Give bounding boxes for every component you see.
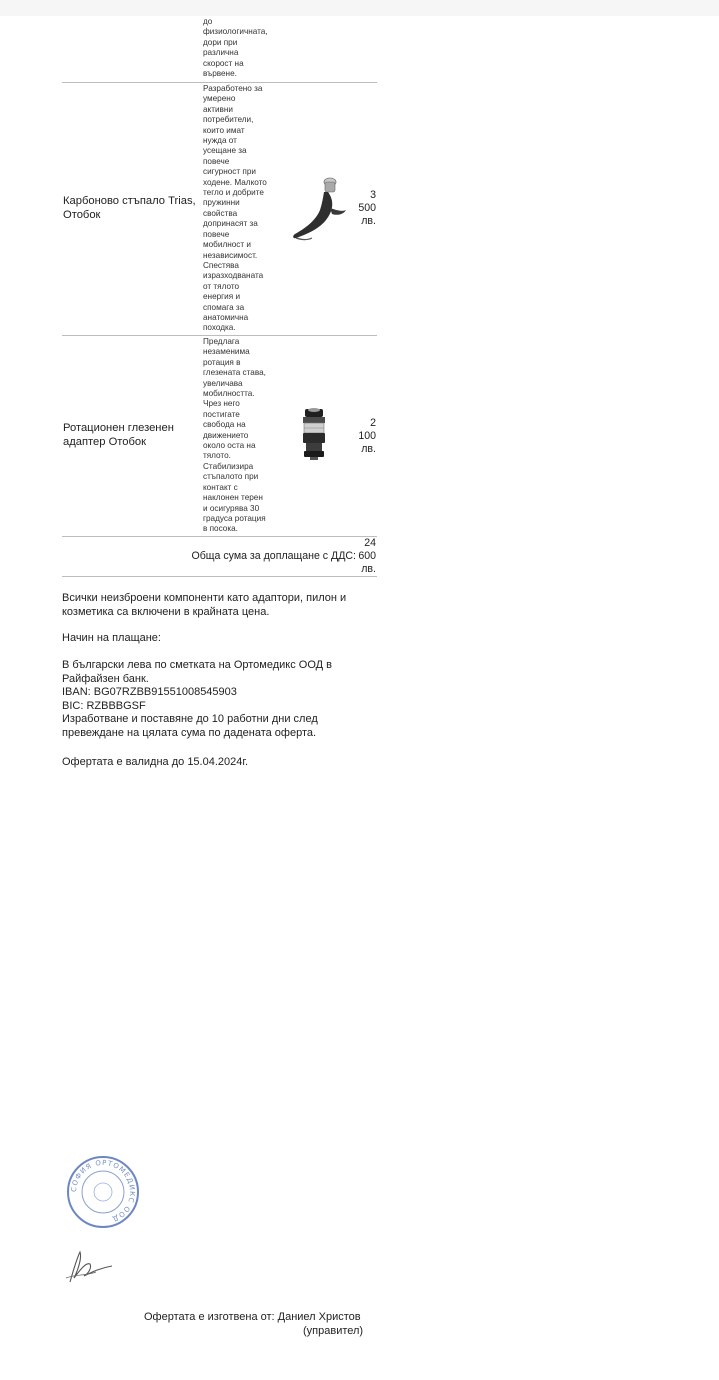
desc-line: които имат — [203, 125, 245, 135]
product-name — [63, 422, 203, 449]
total-amount-line: 600 — [358, 550, 376, 562]
stamp-text: СОФИЯ ОРТОМЕДИКС ООД — [69, 1158, 137, 1224]
desc-line: увеличава — [203, 378, 243, 388]
price-line: 2 — [370, 417, 376, 429]
payment-heading: Начин на плащане: — [62, 632, 161, 644]
desc-line: дори при — [203, 37, 238, 47]
desc-line: Предлага — [203, 337, 240, 346]
desc-line: Чрез него — [203, 399, 240, 409]
total-label: Обща сума за доплащане с ДДС: — [191, 550, 356, 562]
svg-text:СОФИЯ ОРТОМЕДИКС ООД — [70, 1159, 136, 1223]
desc-line: изразходваната — [203, 271, 264, 281]
desc-line: походка. — [203, 323, 236, 333]
row-divider — [62, 82, 377, 83]
desc-line: от тялото — [203, 281, 240, 291]
desc-line: стъпалото при — [203, 472, 259, 482]
desc-line: ходене. Малкото — [203, 177, 267, 187]
desc-line: Стабилизира — [203, 461, 254, 471]
desc-line: сигурност при — [203, 167, 256, 177]
desc-line: Спестява — [203, 260, 239, 270]
desc-line: нужда от — [203, 136, 237, 146]
product-name-line: Отобок — [63, 208, 101, 221]
rotation-adapter-image — [299, 407, 329, 461]
desc-line: физиологичната, — [203, 27, 268, 37]
desc-line: свойства — [203, 208, 238, 218]
included-components-note — [62, 592, 392, 619]
payment-line: превеждане на цялата сума по дадената оферта. — [62, 726, 317, 739]
desc-line: и осигурява 30 — [203, 503, 260, 513]
price-line: 3 — [370, 189, 376, 201]
product-name-line: Ротационен глезенен — [63, 422, 174, 434]
desc-line: Разработено за — [203, 84, 263, 93]
desc-line: умерено — [203, 94, 236, 104]
product-description — [203, 84, 285, 334]
bic-line: BIC: RZBBBGSF — [62, 699, 146, 712]
payment-line: В български лева по сметката на Ортомедикс ООД в — [62, 659, 332, 671]
desc-line: различна — [203, 48, 239, 58]
total-amount — [340, 537, 376, 576]
desc-line: ротация в — [203, 357, 241, 367]
desc-line: движението — [203, 430, 249, 440]
desc-line: градуса ротация — [203, 513, 266, 523]
desc-line: анатомична — [203, 312, 249, 322]
product-price — [340, 417, 376, 456]
desc-line: тегло и добрите — [203, 188, 264, 198]
description-continued — [203, 17, 283, 79]
product-price — [340, 189, 376, 228]
desc-line: пружинни — [203, 198, 240, 208]
price-line: лв. — [361, 443, 376, 455]
price-line: лв. — [361, 215, 376, 227]
desc-line: постигате — [203, 409, 240, 419]
desc-line: около оста на — [203, 441, 256, 451]
product-name-line: адаптер Отобок — [63, 435, 147, 448]
desc-line: тялото. — [203, 451, 231, 461]
payment-line: Изработване и поставяне до 10 работни дни след — [62, 713, 318, 726]
price-line: 500 — [358, 202, 376, 214]
note-line: козметика са включени в крайната цена. — [62, 605, 270, 618]
product-name — [63, 195, 203, 222]
row-divider — [62, 536, 377, 537]
desc-line: активни — [203, 104, 233, 114]
desc-line: свобода на — [203, 420, 246, 430]
desc-line: в посока. — [203, 524, 238, 534]
top-band — [0, 0, 719, 16]
prepared-by-role: (управител) — [303, 1325, 364, 1337]
desc-line: контакт с — [203, 482, 238, 492]
desc-line: скорост на — [203, 58, 244, 68]
desc-line: независимост. — [203, 250, 258, 260]
desc-line: до — [203, 17, 213, 26]
desc-line: мобилността. — [203, 389, 255, 399]
validity-note: Офертата е валидна до 15.04.2024г. — [62, 756, 249, 768]
price-line: 100 — [358, 430, 376, 442]
desc-line: мобилност и — [203, 240, 251, 250]
product-name-line: Карбоново стъпало Trias, — [63, 195, 196, 207]
note-line: Всички неизброени компоненти като адаптори, пилон и — [62, 592, 347, 604]
prepared-by: Офертата е изготвена от: Даниел Христов — [144, 1311, 361, 1323]
desc-line: наклонен терен — [203, 493, 263, 503]
desc-line: повече — [203, 229, 230, 239]
desc-line: усещане за — [203, 146, 247, 156]
table-bottom-border — [62, 576, 377, 577]
desc-line: незаменима — [203, 347, 250, 357]
payment-details — [62, 659, 392, 741]
signature — [62, 1248, 118, 1288]
payment-line: Райфайзен банк. — [62, 672, 149, 685]
desc-line: повече — [203, 156, 230, 166]
product-description — [203, 337, 287, 535]
iban-line: IBAN: BG07RZBB91551008545903 — [62, 686, 237, 699]
desc-line: спомага за — [203, 302, 245, 312]
company-stamp — [66, 1155, 140, 1229]
total-amount-line: 24 — [364, 537, 376, 549]
desc-line: глезената става, — [203, 368, 266, 378]
desc-line: вървене. — [203, 69, 237, 79]
total-amount-line: лв. — [361, 563, 376, 575]
desc-line: енергия и — [203, 292, 241, 302]
desc-line: допринасят за — [203, 219, 258, 229]
row-divider — [62, 335, 377, 336]
desc-line: потребители, — [203, 115, 254, 125]
